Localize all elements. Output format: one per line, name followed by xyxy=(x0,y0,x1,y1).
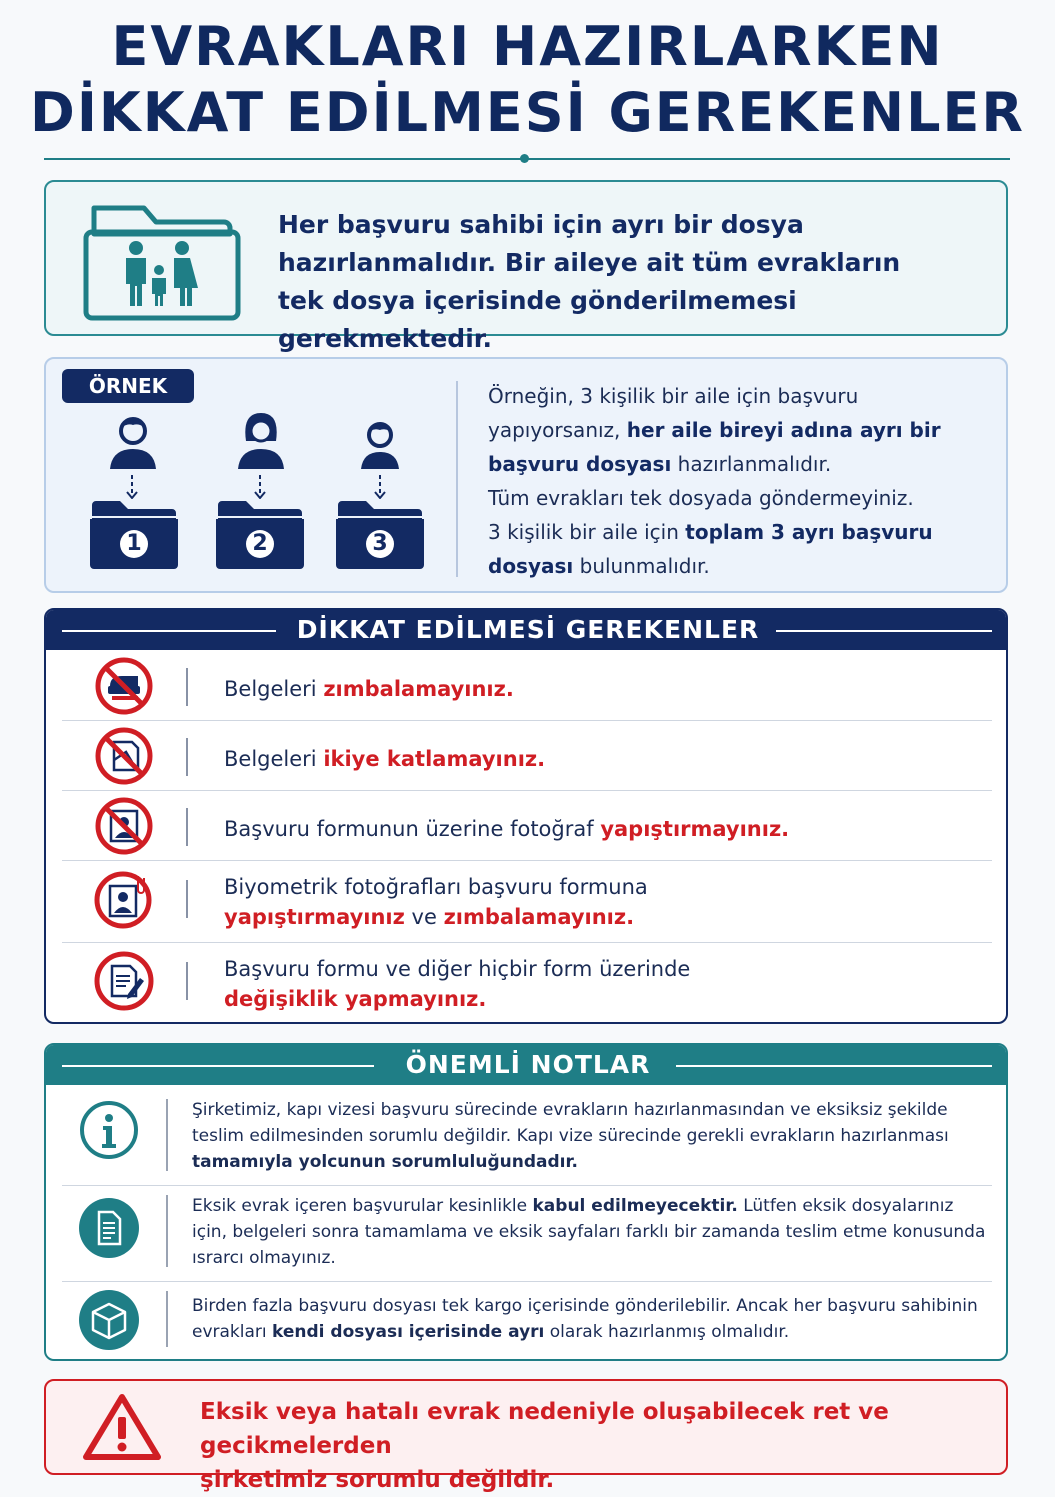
no-photo-clip-icon xyxy=(92,868,158,930)
woman-icon xyxy=(236,411,286,471)
example-paragraph-2: Tüm evrakları tek dosyada göndermeyiniz. xyxy=(488,486,914,510)
document-icon xyxy=(78,1197,140,1259)
rule-text-4: Biyometrik fotoğrafları başvuru formuna yapıştırmayınız ve zımbalamayınız. xyxy=(224,875,648,929)
rules-header-title: DİKKAT EDİLMESİ GEREKENLER xyxy=(296,615,760,644)
folder-icon xyxy=(216,499,304,569)
note-text-3: Birden fazla başvuru dosyası tek kargo içerisinde gönderilebilir. Ancak her başvuru sahibinin evrakları kendi dosyası içerisinde ayrı olarak hazırlanmış olmalıdır. xyxy=(192,1296,978,1342)
folder-number: 2 xyxy=(252,531,268,556)
man-icon xyxy=(108,415,158,471)
warning-triangle-icon xyxy=(80,1391,164,1463)
example-separator xyxy=(456,381,458,577)
intro-panel xyxy=(44,180,1008,353)
page-title xyxy=(0,14,1055,146)
rules-panel xyxy=(44,608,1008,1024)
arrow-down-icon xyxy=(372,475,388,499)
rule-text-2: Belgeleri ikiye katlamayınız. xyxy=(224,747,546,771)
title-line-2: DİKKAT EDİLMESİ GEREKENLER xyxy=(30,81,1025,144)
intro-line-3: tek dosya içerisinde gönderilmemesi gerekmektedir. xyxy=(278,286,797,353)
notes-panel xyxy=(44,1043,1008,1361)
notes-header-title: ÖNEMLİ NOTLAR xyxy=(405,1050,651,1079)
example-paragraph-3: 3 kişilik bir aile için toplam 3 ayrı başvuru dosyası bulunmalıdır. xyxy=(488,520,933,578)
no-fold-icon xyxy=(94,726,154,786)
family-folder-icon xyxy=(82,200,242,322)
no-stapler-icon xyxy=(94,656,154,716)
child-icon xyxy=(358,419,402,471)
package-icon xyxy=(78,1289,140,1351)
rule-text-3: Başvuru formunun üzerine fotoğraf yapıştırmayınız. xyxy=(224,817,790,841)
intro-line-1: Her başvuru sahibi için ayrı bir dosya xyxy=(278,210,804,239)
example-paragraph-1: Örneğin, 3 kişilik bir aile için başvuru yapıyorsanız, her aile bireyi adına ayrı bir başvuru dosyası hazırlanmalıdır. xyxy=(488,384,941,476)
example-panel xyxy=(44,357,1008,593)
warning-panel xyxy=(44,1379,1008,1493)
rule-text-1: Belgeleri zımbalamayınız. xyxy=(224,677,514,701)
arrow-down-icon xyxy=(252,475,268,499)
rules-header xyxy=(46,610,1008,650)
title-divider-dot xyxy=(520,154,529,163)
note-text-2: Eksik evrak içeren başvurular kesinlikle kabul edilmeyecektir. Lütfen eksik dosyalarınız için, belgeleri sonra tamamlama ve eksik sayfaları farklı bir zamanda teslim etme konusunda ısrarcı olmayınız. xyxy=(192,1196,986,1268)
title-line-1: EVRAKLARI HAZIRLARKEN xyxy=(111,15,944,78)
no-photo-paste-icon xyxy=(94,796,154,856)
note-text-1: Şirketimiz, kapı vizesi başvuru sürecinde evrakların hazırlanmasından ve eksiksiz şekilde teslim edilmesinden sorumlu değildir. Kapı vize sürecinde gerekli evrakların hazırlanması tamamıyla yolcunun sorumluluğundadır. xyxy=(192,1100,949,1172)
notes-header xyxy=(46,1045,1008,1085)
warning-text: Eksik veya hatalı evrak nedeniyle oluşabilecek ret ve gecikmelerden şirketimiz sorumlu değildir. xyxy=(200,1399,889,1493)
info-icon xyxy=(78,1099,140,1161)
example-text xyxy=(488,379,988,583)
example-badge: ÖRNEK xyxy=(62,369,194,403)
folder-icon xyxy=(90,499,178,569)
intro-line-2: hazırlanmalıdır. Bir aileye ait tüm evrakların xyxy=(278,248,901,277)
folder-number: 3 xyxy=(372,531,388,556)
arrow-down-icon xyxy=(124,475,140,499)
folder-number: 1 xyxy=(126,531,142,556)
rule-text-5: Başvuru formu ve diğer hiçbir form üzerinde değişiklik yapmayınız. xyxy=(224,957,691,1011)
folder-icon xyxy=(336,499,424,569)
no-edit-form-icon xyxy=(92,950,156,1012)
